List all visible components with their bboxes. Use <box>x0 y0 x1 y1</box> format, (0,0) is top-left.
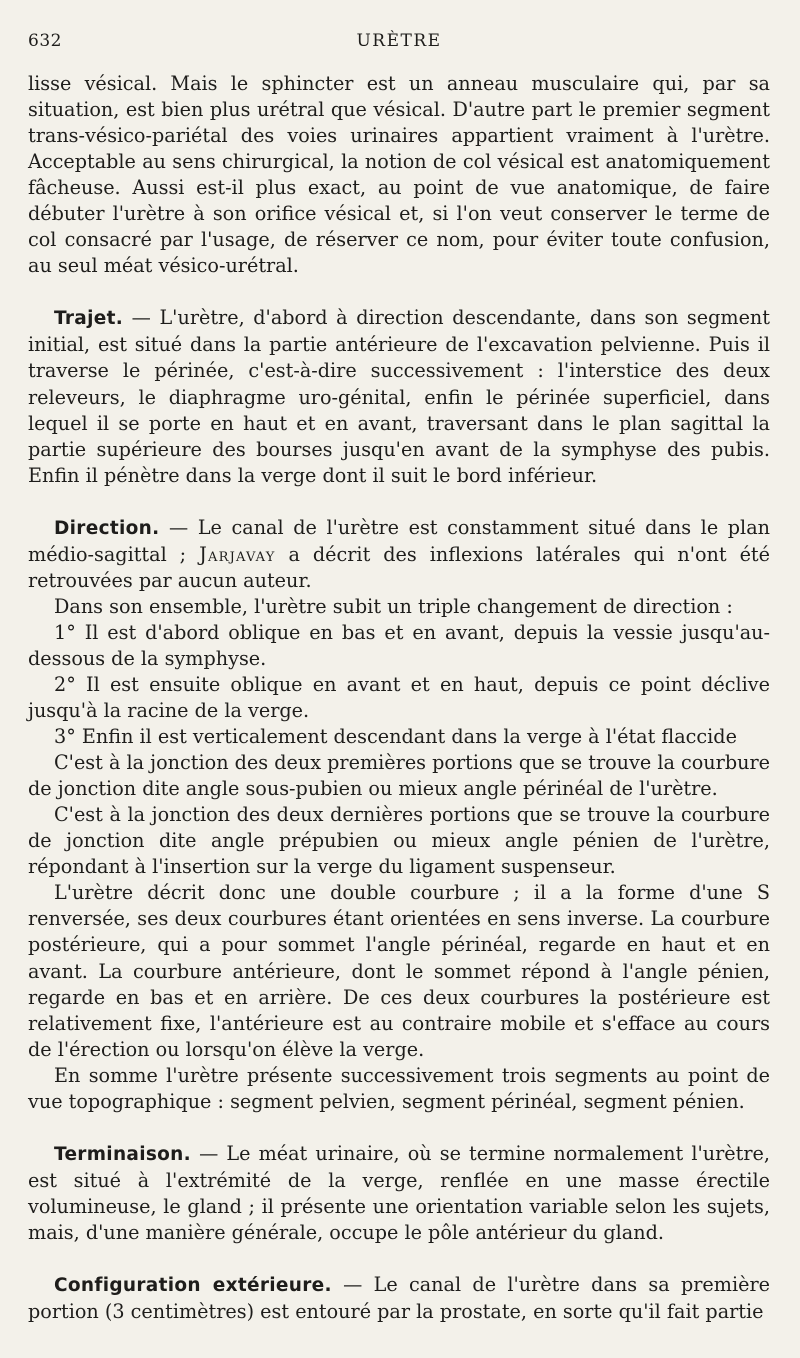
direction-paragraph-segments: En somme l'urètre présente successivement trois segments au point de vue topographique : segment pelvien, segment périnéal, segment pénien. <box>28 1063 770 1113</box>
running-title: URÈTRE <box>356 31 442 51</box>
terminaison-text: — Le méat urinaire, où se termine normalement l'urètre, est situé à l'extrémité de la verge, renflée en une masse érectile volumineuse, le gland ; il présente une orientation variable selon les sujets, mais, d'une manière générale, occupe le pôle antérieur du gland. <box>28 1141 770 1244</box>
direction-paragraph <box>28 515 770 594</box>
terminaison-heading: Terminaison. <box>54 1143 191 1165</box>
trajet-paragraph <box>28 305 770 488</box>
configuration-paragraph <box>28 1272 770 1325</box>
running-head <box>28 24 770 54</box>
direction-text-before: — Le canal de l'urètre est constamment situé dans le plan médio-sagittal ; <box>28 515 770 566</box>
configuration-heading: Configuration extérieure. <box>54 1274 332 1296</box>
direction-paragraph-angle-penien: C'est à la jonction des deux dernières portions que se trouve la courbure de jonction dite angle prépubien ou mieux angle pénien de l'urètre, répondant à l'insertion sur la verge du ligament suspenseur. <box>28 803 770 879</box>
intro-paragraph: lisse vésical. Mais le sphincter est un anneau musculaire qui, par sa situation, est bien plus urétral que vésical. D'autre part le premier segment trans-vésico-pariétal des voies urinaires appartient vraiment à l'urètre. Acceptable au sens chirurgical, la notion de col vésical est anatomiquement fâcheuse. Aussi est-il plus exact, au point de vue anatomique, de faire débuter l'urètre à son orifice vésical et, si l'on veut conserver le terme de col consacré par l'usage, de réserver ce nom, pour éviter toute confusion, au seul méat vésico-urétral. <box>28 72 770 278</box>
direction-item-3: 3° Enfin il est verticalement descendant dans la verge à l'état flaccide <box>54 725 737 749</box>
direction-heading: Direction. <box>54 517 160 539</box>
author-name: Jarjavay <box>199 542 276 566</box>
direction-paragraph-angle-perineal: C'est à la jonction des deux premières portions que se trouve la courbure de jonction dite angle sous-pubien ou mieux angle périnéal de l'urètre. <box>28 751 770 801</box>
terminaison-paragraph <box>28 1141 770 1246</box>
page-number: 632 <box>28 31 62 51</box>
direction-text-after: a décrit des inflexions latérales qui n'ont été retrouvées par aucun auteur. <box>28 542 770 592</box>
trajet-text: — L'urètre, d'abord à direction descendante, dans son segment initial, est situé dans la partie antérieure de l'excavation pelvienne. Puis il traverse le périnée, c'est-à-dire successivement : l'interstice des deux releveurs, le diaphragme uro-génital, enfin le périnée superficiel, dans lequel il se porte en haut et en avant, traversant dans le plan sagittal la partie supérieure des bourses jusqu'en avant de la symphyse des pubis. Enfin il pénètre dans la verge dont il suit le bord inférieur. <box>28 306 770 487</box>
direction-item-2: 2° Il est ensuite oblique en avant et en haut, depuis ce point déclive jusqu'à la racine de la verge. <box>28 672 770 723</box>
direction-paragraph-1: Dans son ensemble, l'urètre subit un triple changement de direction : <box>54 594 733 618</box>
direction-item-1: 1° Il est d'abord oblique en bas et en avant, depuis la vessie jusqu'au-dessous de la symphyse. <box>28 620 770 670</box>
configuration-text: — Le canal de l'urètre dans sa première portion (3 centimètres) est entouré par la prostate, en sorte qu'il fait partie <box>28 1272 771 1324</box>
trajet-heading: Trajet. <box>54 308 124 330</box>
direction-paragraph-double-courbure: L'urètre décrit donc une double courbure ; il a la forme d'une S renversée, ses deux courbures étant orientées en sens inverse. La courbure postérieure, qui a pour sommet l'angle périnéal, regarde en haut et en avant. La courbure antérieure, dont le sommet répond à l'angle pénien, regarde en bas et en arrière. De ces deux courbures la postérieure est relativement fixe, l'antérieure est au contraire mobile et s'efface au cours de l'érection ou lorsqu'on élève la verge. <box>28 881 770 1061</box>
